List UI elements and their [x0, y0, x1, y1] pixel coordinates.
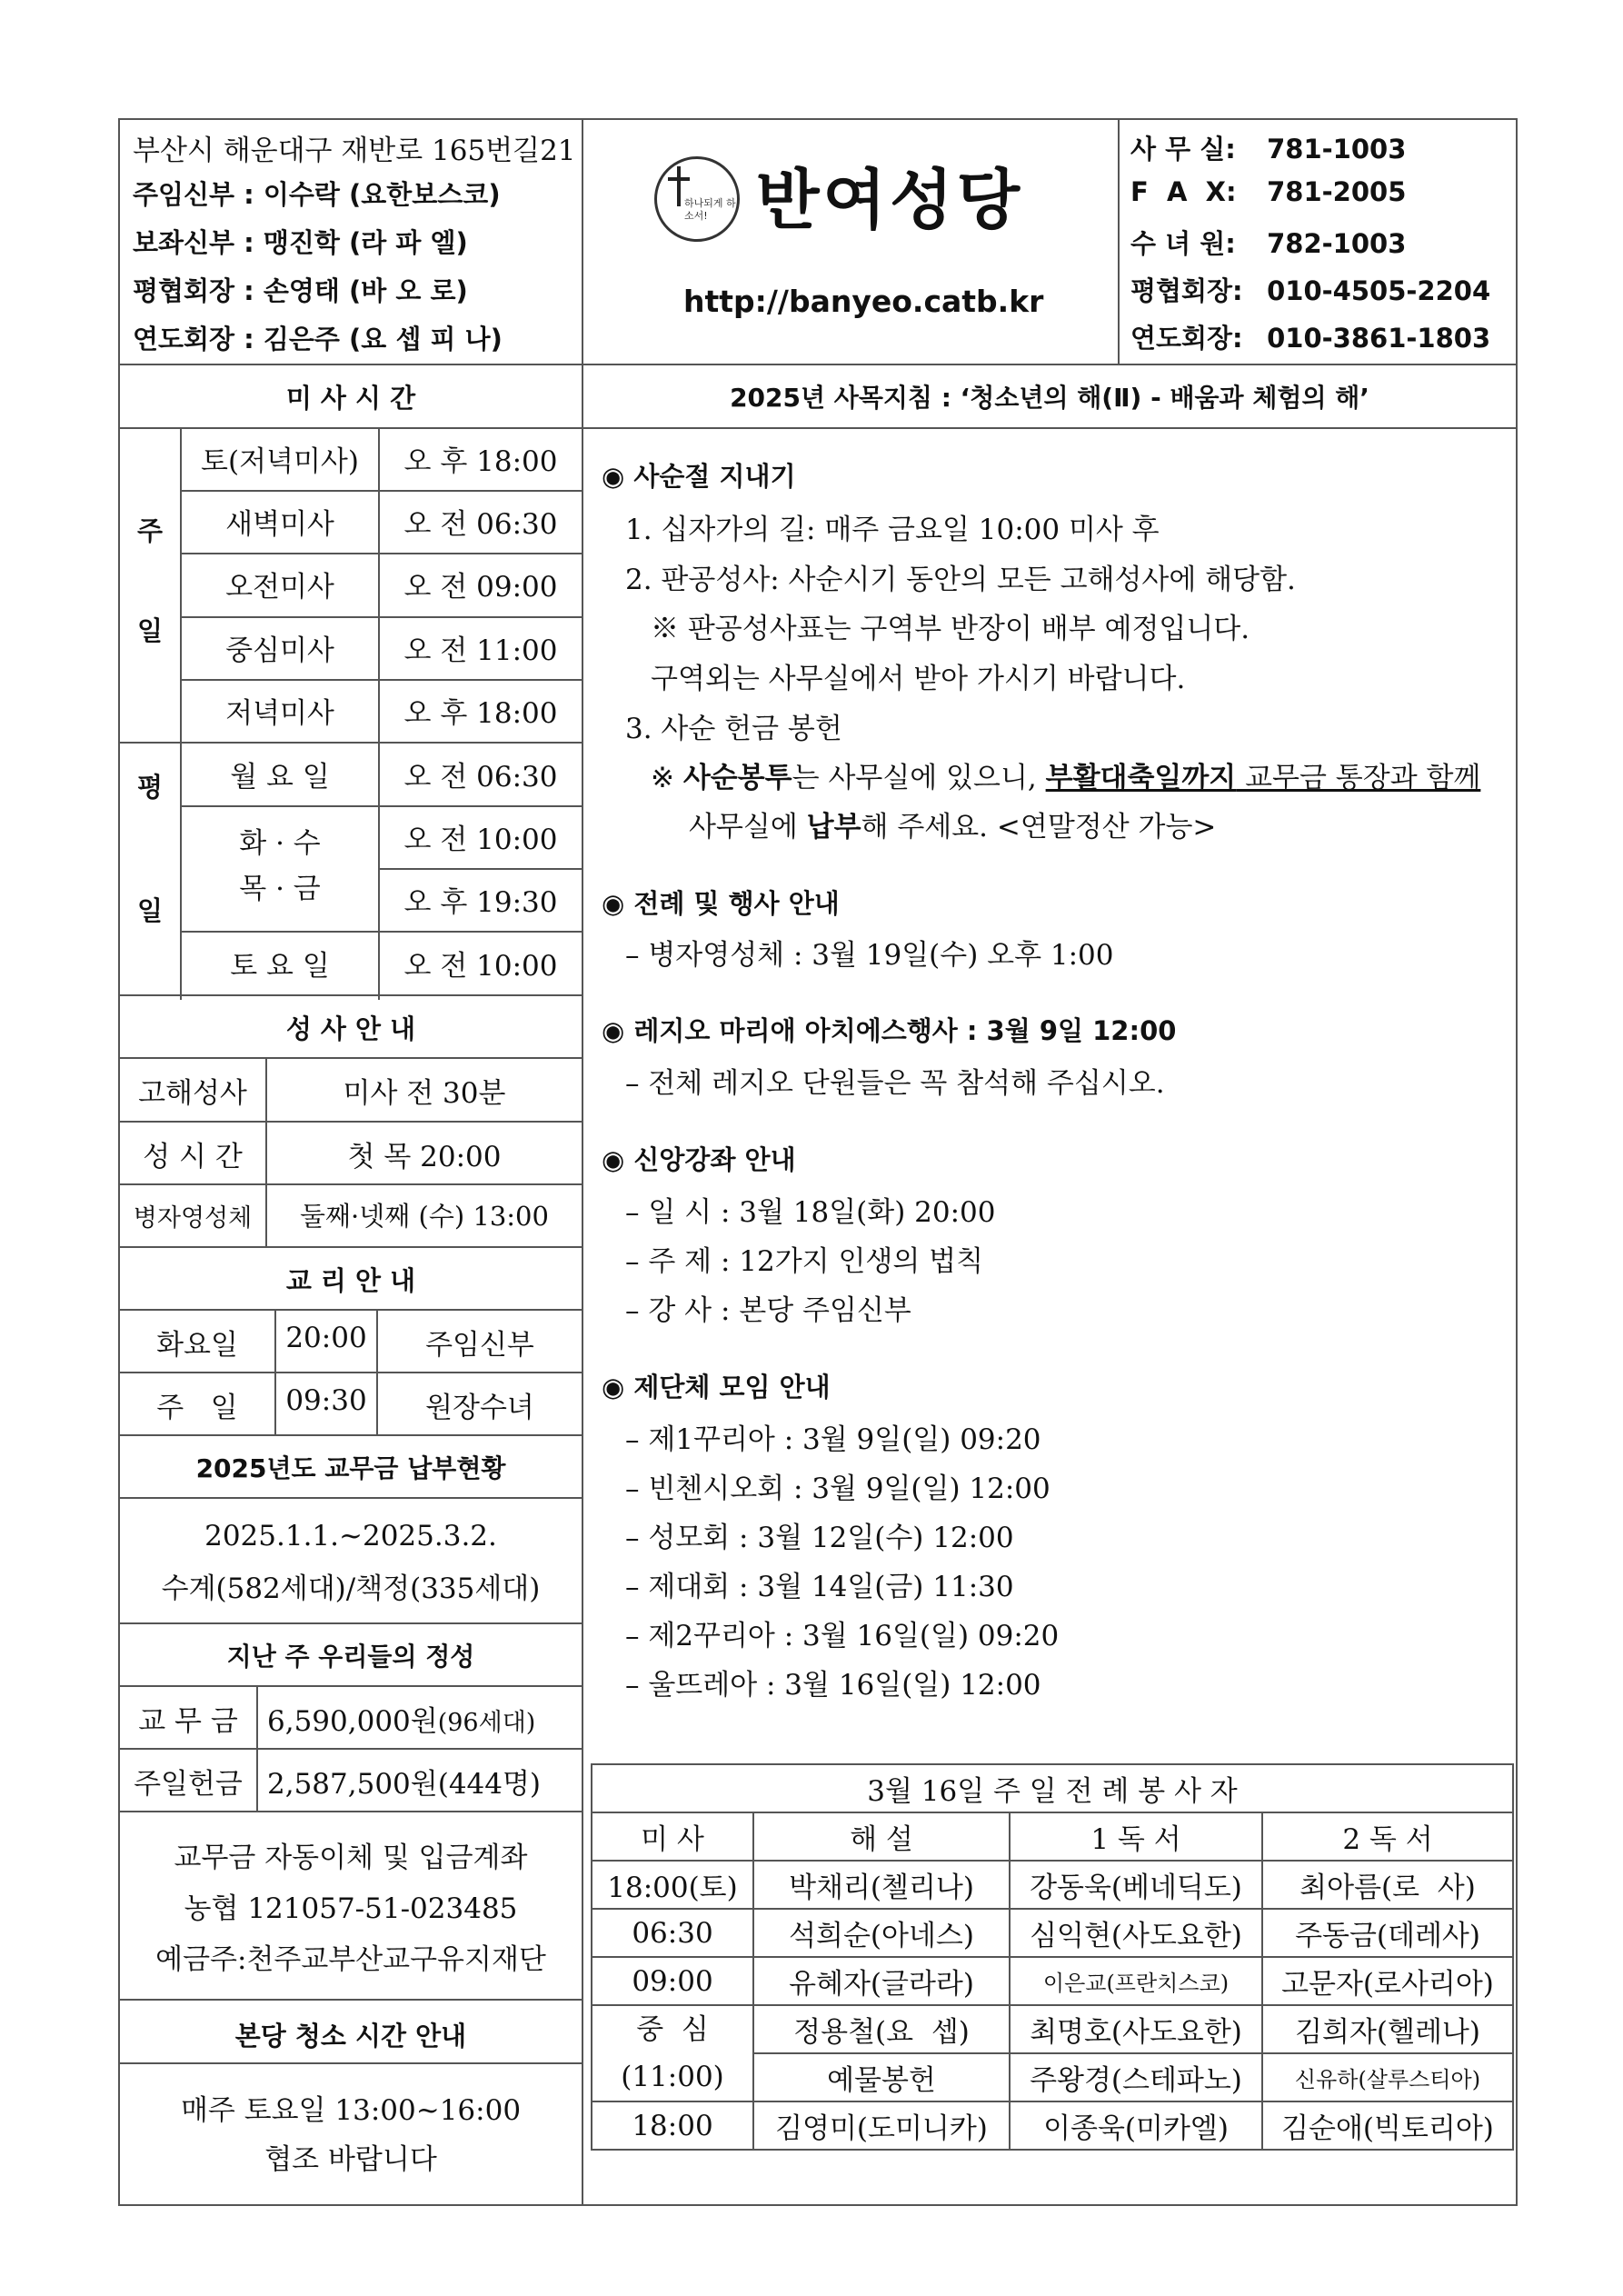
- staff-council-president: 평협회장 : 손영태 (바 오 로): [133, 275, 468, 306]
- group-meeting: – 빈첸시오회 : 3월 9일(일) 12:00: [625, 1472, 1050, 1505]
- contact-fax: F A X: 781-2005: [1130, 176, 1407, 207]
- lecture-title: ◉ 신앙강좌 안내: [602, 1144, 796, 1175]
- sacrament-value: 미사 전 30분: [343, 1077, 506, 1110]
- legio-line: – 전체 레지오 단원들은 꼭 참석해 주십시오.: [625, 1067, 1165, 1100]
- table-row: 06:30 석희순(아네스) 심익현(사도요한) 주동금(데레사): [592, 1909, 1513, 1957]
- cleaning-line: 매주 토요일 13:00~16:00: [180, 2094, 522, 2127]
- groups-title: ◉ 제단체 모임 안내: [602, 1372, 831, 1403]
- catechism-day: 화요일: [156, 1329, 238, 1362]
- sacrament-value: 둘째·넷째 (수) 13:00: [300, 1201, 549, 1232]
- mass-time: 오 전 09:00: [403, 571, 558, 604]
- contact-convent: 수 녀 원: 782-1003: [1130, 228, 1407, 259]
- table-row: 예물봉헌 주왕경(스테파노) 신유하(살루스티아): [592, 2053, 1513, 2101]
- servers-table: [591, 1763, 1514, 2151]
- lent-line: 2. 판공성사: 사순시기 동안의 모든 고해성사에 해당함.: [625, 564, 1296, 596]
- liturgy-title: ◉ 전례 및 행사 안내: [602, 888, 840, 919]
- table-row: 09:00 유혜자(글라라) 이은교(프란치스코) 고문자(로사리아): [592, 1957, 1513, 2005]
- catechism-day: 주 일: [156, 1392, 238, 1424]
- group-meeting: – 제2꾸리아 : 3월 16일(일) 09:20: [625, 1620, 1060, 1652]
- parish-name: 반여성당: [756, 162, 1024, 238]
- weekday-label-2: 일: [136, 895, 163, 926]
- account-number: 농협 121057-51-023485: [184, 1892, 518, 1925]
- mass-time: 오 후 19:30: [403, 886, 558, 919]
- mass-name: 토(저녁미사): [201, 445, 359, 478]
- parish-logo: [654, 156, 740, 242]
- group-meeting: – 제대회 : 3월 14일(금) 11:30: [625, 1571, 1014, 1603]
- catechism-time: 20:00: [285, 1322, 367, 1354]
- offering-name: 주일헌금: [134, 1768, 243, 1801]
- mass-name: 중심미사: [225, 634, 334, 667]
- table-row: 18:00(토) 박채리(첼리나) 강동욱(베네딕도) 최아름(로 사): [592, 1861, 1513, 1909]
- table-row: 18:00 김영미(도미니카) 이종욱(미카엘) 김순애(빅토리아): [592, 2101, 1513, 2150]
- sacrament-name: 성 시 간: [143, 1141, 243, 1173]
- sacrament-value: 첫 목 20:00: [347, 1141, 502, 1173]
- lent-line: ※ 판공성사표는 구역부 반장이 배부 예정입니다.: [651, 613, 1250, 645]
- offering-amount: 6,590,000원(96세대): [267, 1705, 536, 1738]
- staff-assistant-priest: 보좌신부 : 맹진학 (라 파 엘): [133, 227, 468, 258]
- mass-name: 목 · 금: [239, 873, 321, 905]
- mass-time: 오 전 10:00: [403, 824, 558, 856]
- lecture-line: – 주 제 : 12가지 인생의 법칙: [625, 1245, 984, 1278]
- catechism-title: 교 리 안 내: [285, 1265, 416, 1296]
- pastoral-theme: 2025년 사목지침 : ‘청소년의 해(Ⅱ) - 배움과 체험의 해’: [730, 383, 1369, 413]
- contact-memorial: 연도회장: 010-3861-1803: [1130, 323, 1491, 354]
- staff-pastor: 주임신부 : 이수락 (요한보스코): [133, 179, 501, 210]
- liturgy-line: – 병자영성체 : 3월 19일(수) 오후 1:00: [625, 939, 1114, 972]
- mass-name: 월 요 일: [230, 761, 330, 794]
- lent-envelope-note: ※ 사순봉투는 사무실에 있으니, 부활대축일까지 교무금 통장과 함께: [651, 762, 1481, 794]
- mass-time: 오 후 18:00: [403, 697, 558, 730]
- mass-time: 오 전 10:00: [403, 950, 558, 983]
- servers-header: 1 독 서: [1010, 1812, 1262, 1861]
- address: 부산시 해운대구 재반로 165번길21: [133, 135, 576, 167]
- staff-memorial-president: 연도회장 : 김은주 (요 셉 피 나): [133, 324, 503, 354]
- mass-name: 화 · 수: [239, 827, 321, 860]
- dues-title: 2025년도 교무금 납부현황: [195, 1453, 506, 1483]
- dues-period: 2025.1.1.~2025.3.2.: [204, 1520, 497, 1552]
- account-holder: 예금주:천주교부산교구유지재단: [155, 1943, 546, 1976]
- table-row: 중 심 (11:00) 정용철(요 셉) 최명호(사도요한) 김희자(헬레나): [592, 2005, 1513, 2053]
- contact-council: 평협회장: 010-4505-2204: [1130, 275, 1491, 306]
- offerings-title: 지난 주 우리들의 정성: [226, 1642, 475, 1672]
- sacrament-name: 병자영성체: [133, 1204, 253, 1233]
- lent-title: ◉ 사순절 지내기: [602, 461, 796, 492]
- lecture-line: – 강 사 : 본당 주임신부: [625, 1294, 911, 1327]
- sunday-label-1: 주: [136, 515, 163, 546]
- lent-line: 구역외는 사무실에서 받아 가시기 바랍니다.: [651, 663, 1186, 695]
- mass-name: 저녁미사: [225, 697, 334, 730]
- servers-header: 2 독 서: [1262, 1812, 1513, 1861]
- website-link[interactable]: http://banyeo.catb.kr: [683, 284, 1044, 319]
- servers-header: 해 설: [753, 1812, 1010, 1861]
- mass-time: 오 전 06:30: [403, 508, 558, 541]
- group-meeting: – 성모회 : 3월 12일(수) 12:00: [625, 1522, 1014, 1554]
- account-line: 교무금 자동이체 및 입금계좌: [174, 1842, 528, 1874]
- offering-name: 교 무 금: [138, 1705, 238, 1738]
- lent-line: 1. 십자가의 길: 매주 금요일 10:00 미사 후: [625, 514, 1160, 546]
- servers-title: 3월 16일 주 일 전 례 봉 사 자: [592, 1764, 1513, 1812]
- mass-time: 오 전 11:00: [403, 634, 558, 667]
- legio-title: ◉ 레지오 마리애 아치에스행사 : 3월 9일 12:00: [602, 1015, 1177, 1046]
- sacraments-title: 성 사 안 내: [285, 1013, 416, 1044]
- dues-stats: 수계(582세대)/책정(335세대): [161, 1572, 541, 1605]
- sacrament-name: 고해성사: [138, 1077, 247, 1110]
- sunday-label-2: 일: [136, 615, 163, 646]
- mass-time: 오 전 06:30: [403, 761, 558, 794]
- mass-name: 토 요 일: [230, 950, 330, 983]
- logo-text: 하나되게 하소서!: [684, 197, 736, 222]
- lent-line: 3. 사순 헌금 봉헌: [625, 713, 842, 745]
- mass-name: 새벽미사: [225, 508, 334, 541]
- lent-pay-note: 사무실에 납부해 주세요. <연말정산 가능>: [689, 811, 1217, 844]
- catechism-time: 09:30: [285, 1384, 367, 1417]
- lecture-line: – 일 시 : 3월 18일(화) 20:00: [625, 1196, 996, 1229]
- servers-header: 미 사: [592, 1812, 753, 1861]
- group-meeting: – 제1꾸리아 : 3월 9일(일) 09:20: [625, 1423, 1041, 1456]
- catechism-teacher: 주임신부: [425, 1329, 534, 1362]
- contact-office: 사 무 실: 781-1003: [1130, 134, 1407, 165]
- mass-time: 오 후 18:00: [403, 445, 558, 478]
- mass-name: 오전미사: [225, 571, 334, 604]
- cleaning-line: 협조 바랍니다: [264, 2143, 437, 2176]
- main-mass-cell: 중 심 (11:00): [592, 2005, 753, 2101]
- weekday-label-1: 평: [136, 772, 163, 803]
- offering-amount: 2,587,500원(444명): [267, 1768, 542, 1801]
- mass-times-title: 미 사 시 간: [285, 383, 416, 414]
- catechism-teacher: 원장수녀: [425, 1392, 534, 1424]
- group-meeting: – 울뜨레아 : 3월 16일(일) 12:00: [625, 1669, 1041, 1702]
- cleaning-title: 본당 청소 시간 안내: [234, 2021, 467, 2051]
